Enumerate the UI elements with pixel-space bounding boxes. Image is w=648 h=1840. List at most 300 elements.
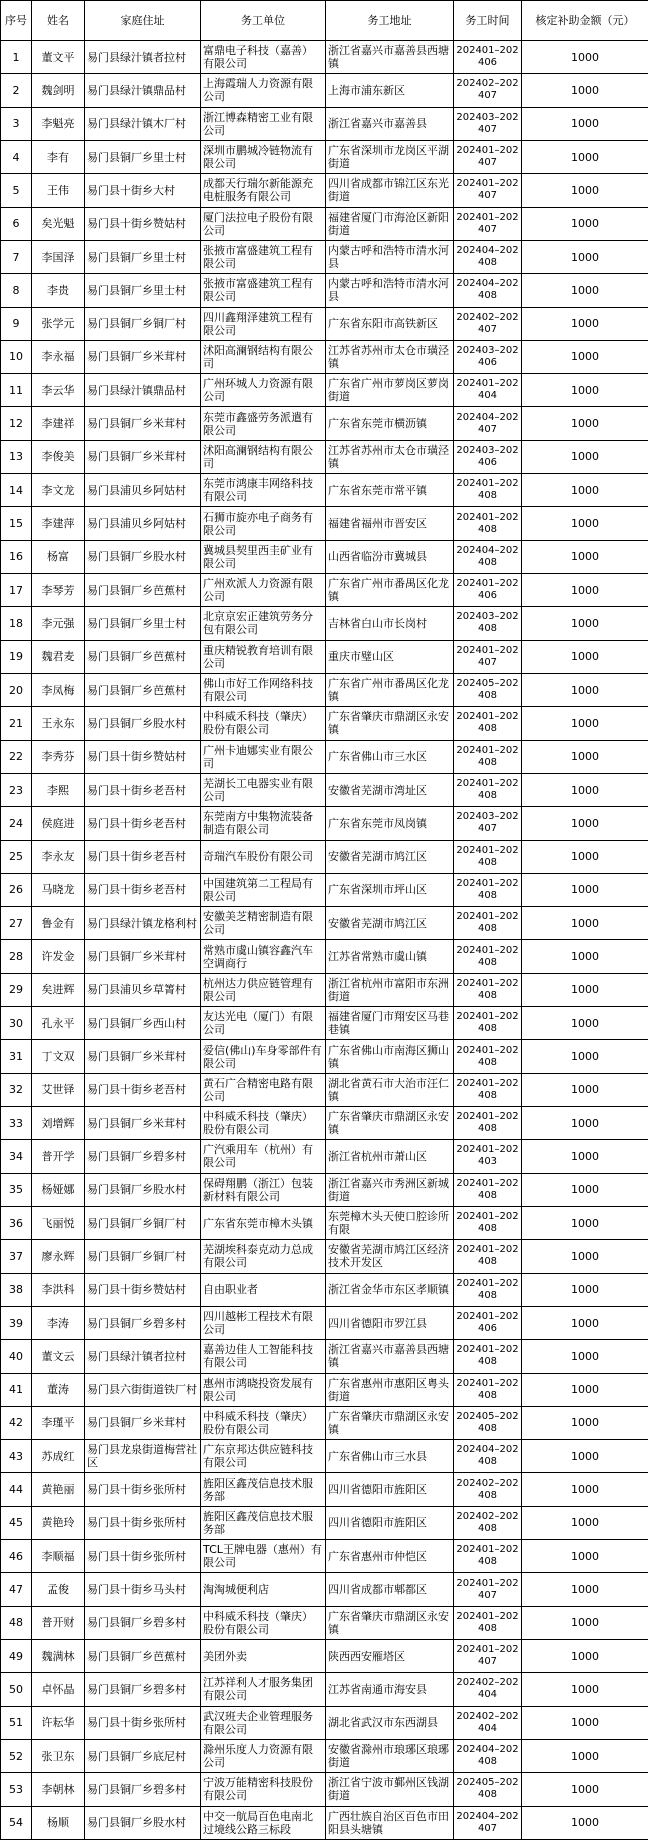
cell-employer: 冀城县契里西圭矿业有限公司 (201, 540, 326, 573)
cell-period: 202402–202407 (454, 74, 522, 107)
cell-address: 易门县十街乡老吾村 (85, 807, 201, 840)
cell-name: 李永友 (32, 840, 85, 873)
cell-work-address: 广东省东莞市常平镇 (326, 474, 454, 507)
table-row (1, 973, 648, 1006)
cell-employer: 广汽乘用车（杭州）有限公司 (201, 1140, 326, 1173)
cell-work-address: 广东省惠州市惠阳区粤头街道 (326, 1373, 454, 1406)
cell-amount: 1000 (522, 1806, 648, 1839)
cell-address: 易门县铜厂乡里士村 (85, 607, 201, 640)
cell-name: 李永福 (32, 340, 85, 373)
cell-period: 202401–202408 (454, 1206, 522, 1239)
cell-work-address: 四川省德阳市罗江县 (326, 1306, 454, 1339)
cell-employer: 东莞南方中集物流装备制造有限公司 (201, 807, 326, 840)
cell-no: 26 (1, 873, 32, 906)
cell-name: 丁文双 (32, 1040, 85, 1073)
cell-amount: 1000 (522, 1473, 648, 1506)
cell-employer: 广州欢派人力资源有限公司 (201, 574, 326, 607)
cell-name: 黄艳丽 (32, 1473, 85, 1506)
cell-work-address: 福建省厦门市翔安区马巷巷镇 (326, 1007, 454, 1040)
cell-work-address: 福建省福州市晋安区 (326, 507, 454, 540)
cell-no: 15 (1, 507, 32, 540)
cell-period: 202401–202408 (454, 1540, 522, 1573)
cell-period: 202401–202408 (454, 773, 522, 806)
cell-amount: 1000 (522, 1373, 648, 1406)
cell-address: 易门县铜厂乡铜厂村 (85, 307, 201, 340)
cell-amount: 1000 (522, 407, 648, 440)
cell-employer: 中国建筑第二工程局有限公司 (201, 873, 326, 906)
cell-work-address: 四川省成都市郫都区 (326, 1573, 454, 1606)
table-row (1, 773, 648, 806)
cell-period: 202401–202408 (454, 1273, 522, 1306)
cell-no: 2 (1, 74, 32, 107)
cell-address: 易门县绿汁镇龙格利村 (85, 907, 201, 940)
cell-amount: 1000 (522, 840, 648, 873)
cell-no: 7 (1, 240, 32, 273)
cell-address: 易门县铜厂乡铜厂村 (85, 1206, 201, 1239)
cell-period: 202404–202408 (454, 540, 522, 573)
cell-period: 202404–202408 (454, 1739, 522, 1772)
cell-amount: 1000 (522, 907, 648, 940)
cell-amount: 1000 (522, 940, 648, 973)
cell-employer: 沭阳高澜钢结构有限公司 (201, 440, 326, 473)
cell-no: 52 (1, 1739, 32, 1772)
cell-period: 202401–202407 (454, 174, 522, 207)
cell-employer: 中科威禾科技（肇庆）股份有限公司 (201, 707, 326, 740)
cell-address: 易门县铜厂乡碧多村 (85, 1773, 201, 1806)
cell-name: 李文龙 (32, 474, 85, 507)
cell-no: 10 (1, 340, 32, 373)
cell-work-address: 安徽省芜湖市鸠江区经济技术开发区 (326, 1240, 454, 1273)
cell-amount: 1000 (522, 1306, 648, 1339)
cell-amount: 1000 (522, 274, 648, 307)
cell-work-address: 广东省肇庆市鼎湖区永安镇 (326, 1107, 454, 1140)
cell-employer: 东莞市鑫盛劳务派遣有限公司 (201, 407, 326, 440)
table-row (1, 640, 648, 673)
table-row (1, 540, 648, 573)
cell-employer: 广州环城人力资源有限公司 (201, 374, 326, 407)
cell-work-address: 浙江省宁波市鄞州区钱湖街道 (326, 1773, 454, 1806)
table-row (1, 1473, 648, 1506)
cell-address: 易门县十街乡赞姑村 (85, 207, 201, 240)
cell-amount: 1000 (522, 174, 648, 207)
table-row (1, 274, 648, 307)
cell-work-address: 浙江省杭州市萧山区 (326, 1140, 454, 1173)
table-row (1, 1506, 648, 1539)
cell-address: 易门县铜厂乡股水村 (85, 1173, 201, 1206)
table-row (1, 74, 648, 107)
cell-address: 易门县十街乡赞姑村 (85, 1273, 201, 1306)
cell-period: 202402–202408 (454, 1506, 522, 1539)
cell-no: 36 (1, 1206, 32, 1239)
cell-work-address: 上海市浦东新区 (326, 74, 454, 107)
cell-name: 许发金 (32, 940, 85, 973)
cell-no: 6 (1, 207, 32, 240)
cell-amount: 1000 (522, 574, 648, 607)
cell-address: 易门县浦贝乡草箐村 (85, 973, 201, 1006)
cell-period: 202401–202408 (454, 1040, 522, 1073)
cell-address: 易门县铜厂乡米茸村 (85, 340, 201, 373)
cell-employer: 东莞市鸿康丰网络科技有限公司 (201, 474, 326, 507)
cell-name: 李熙 (32, 773, 85, 806)
cell-work-address: 江苏省苏州市太仓市璜泾镇 (326, 440, 454, 473)
cell-address: 易门县铜厂乡碧多村 (85, 1140, 201, 1173)
cell-work-address: 湖北省黄石市大治市汪仁镇 (326, 1073, 454, 1106)
cell-no: 24 (1, 807, 32, 840)
cell-address: 易门县绿汁镇者拉村 (85, 41, 201, 74)
table-row (1, 707, 648, 740)
table-row (1, 340, 648, 373)
cell-amount: 1000 (522, 1040, 648, 1073)
table-row (1, 1007, 648, 1040)
cell-period: 202401–202408 (454, 1107, 522, 1140)
table-row (1, 1306, 648, 1339)
cell-name: 杨娅娜 (32, 1173, 85, 1206)
cell-no: 14 (1, 474, 32, 507)
cell-employer: 常熟市虞山镇容鑫汽车空调商行 (201, 940, 326, 973)
cell-period: 202401–202403 (454, 1140, 522, 1173)
cell-period: 202401–202407 (454, 1640, 522, 1673)
cell-period: 202401–202406 (454, 574, 522, 607)
cell-employer: 广东京邦达供应链科技有限公司 (201, 1440, 326, 1473)
cell-work-address: 安徽省芜湖市鸠江区 (326, 907, 454, 940)
cell-work-address: 安徽省芜湖市湾址区 (326, 773, 454, 806)
cell-name: 张学元 (32, 307, 85, 340)
cell-amount: 1000 (522, 707, 648, 740)
header-address: 家庭住址 (85, 1, 201, 41)
table-row (1, 1739, 648, 1772)
cell-amount: 1000 (522, 1073, 648, 1106)
cell-no: 31 (1, 1040, 32, 1073)
table-row (1, 907, 648, 940)
table-row (1, 1806, 648, 1839)
cell-employer: 淘淘城便利店 (201, 1573, 326, 1606)
cell-employer: 杭州达力供应链管理有限公司 (201, 973, 326, 1006)
table-row (1, 374, 648, 407)
table-row (1, 1406, 648, 1439)
cell-name: 飞丽悦 (32, 1206, 85, 1239)
cell-amount: 1000 (522, 1606, 648, 1639)
table-row (1, 507, 648, 540)
cell-amount: 1000 (522, 140, 648, 173)
cell-work-address: 广东省东阳市高铁新区 (326, 307, 454, 340)
header-amount: 核定补助金额（元） (522, 1, 648, 41)
table-row (1, 873, 648, 906)
cell-no: 4 (1, 140, 32, 173)
cell-no: 12 (1, 407, 32, 440)
cell-employer: 富鼎电子科技（嘉善）有限公司 (201, 41, 326, 74)
cell-no: 27 (1, 907, 32, 940)
cell-name: 魏满林 (32, 1640, 85, 1673)
cell-no: 51 (1, 1706, 32, 1739)
cell-address: 易门县浦贝乡阿姑村 (85, 507, 201, 540)
cell-address: 易门县十街乡老吾村 (85, 840, 201, 873)
cell-address: 易门县绿汁镇木厂村 (85, 107, 201, 140)
cell-name: 董文平 (32, 41, 85, 74)
table-row (1, 940, 648, 973)
cell-employer: 爱信(佛山)车身零部件有限公司 (201, 1040, 326, 1073)
cell-amount: 1000 (522, 107, 648, 140)
cell-amount: 1000 (522, 340, 648, 373)
table-row (1, 607, 648, 640)
cell-amount: 1000 (522, 873, 648, 906)
table-row (1, 574, 648, 607)
cell-address: 易门县铜厂乡股水村 (85, 1806, 201, 1839)
cell-employer: 佛山市好工作网络科技有限公司 (201, 673, 326, 706)
cell-address: 易门县十街乡张所村 (85, 1506, 201, 1539)
cell-name: 李云华 (32, 374, 85, 407)
table-row (1, 1340, 648, 1373)
table-row (1, 1540, 648, 1573)
table-body (1, 41, 648, 1840)
cell-address: 易门县十街乡张所村 (85, 1473, 201, 1506)
cell-no: 28 (1, 940, 32, 973)
cell-period: 202401–202408 (454, 1073, 522, 1106)
cell-work-address: 广东省广州市萝岗区萝岗街道 (326, 374, 454, 407)
cell-name: 王永东 (32, 707, 85, 740)
cell-address: 易门县铜厂乡米茸村 (85, 440, 201, 473)
cell-name: 杨富 (32, 540, 85, 573)
cell-amount: 1000 (522, 507, 648, 540)
cell-name: 李元强 (32, 607, 85, 640)
cell-name: 黄艳玲 (32, 1506, 85, 1539)
cell-work-address: 四川省德阳市旌阳区 (326, 1506, 454, 1539)
cell-period: 202404–202408 (454, 1440, 522, 1473)
cell-name: 普开财 (32, 1606, 85, 1639)
cell-no: 9 (1, 307, 32, 340)
cell-name: 侯庭进 (32, 807, 85, 840)
cell-employer: 深圳市鹏城冷链物流有限公司 (201, 140, 326, 173)
cell-no: 42 (1, 1406, 32, 1439)
cell-employer: 安徽美芝精密制造有限公司 (201, 907, 326, 940)
cell-name: 矣光魁 (32, 207, 85, 240)
cell-period: 202401–202408 (454, 740, 522, 773)
cell-name: 鲁金有 (32, 907, 85, 940)
cell-amount: 1000 (522, 1673, 648, 1706)
cell-name: 许耘华 (32, 1706, 85, 1739)
cell-employer: 旌阳区鑫茂信息技术服务部 (201, 1473, 326, 1506)
cell-name: 杨顺 (32, 1806, 85, 1839)
cell-period: 202404–202407 (454, 1806, 522, 1839)
cell-name: 李俊美 (32, 440, 85, 473)
table-row (1, 1273, 648, 1306)
cell-no: 20 (1, 673, 32, 706)
cell-no: 34 (1, 1140, 32, 1173)
cell-name: 魏君麦 (32, 640, 85, 673)
cell-period: 202402–202404 (454, 1706, 522, 1739)
cell-employer: 旌阳区鑫茂信息技术服务部 (201, 1506, 326, 1539)
cell-no: 37 (1, 1240, 32, 1273)
cell-period: 202401–202407 (454, 207, 522, 240)
table-row (1, 1773, 648, 1806)
cell-work-address: 广东省佛山市三水区 (326, 740, 454, 773)
cell-amount: 1000 (522, 1706, 648, 1739)
cell-work-address: 内蒙古呼和浩特市清水河县 (326, 274, 454, 307)
cell-no: 46 (1, 1540, 32, 1573)
cell-amount: 1000 (522, 374, 648, 407)
cell-address: 易门县铜厂乡米茸村 (85, 1406, 201, 1439)
cell-work-address: 四川省德阳市旌阳区 (326, 1473, 454, 1506)
cell-address: 易门县铜厂乡芭蕉村 (85, 574, 201, 607)
cell-period: 202405–202408 (454, 1406, 522, 1439)
table-row (1, 1573, 648, 1606)
cell-employer: 成都天行瑞尔新能源充电桩服务有限公司 (201, 174, 326, 207)
cell-period: 202401–202404 (454, 374, 522, 407)
cell-period: 202403–202406 (454, 440, 522, 473)
cell-amount: 1000 (522, 1206, 648, 1239)
cell-work-address: 江苏省常熟市虞山镇 (326, 940, 454, 973)
cell-address: 易门县铜厂乡芭蕉村 (85, 640, 201, 673)
cell-address: 易门县铜厂乡米茸村 (85, 1040, 201, 1073)
cell-name: 李涛 (32, 1306, 85, 1339)
cell-no: 19 (1, 640, 32, 673)
cell-address: 易门县铜厂乡西山村 (85, 1007, 201, 1040)
cell-no: 45 (1, 1506, 32, 1539)
table-row (1, 41, 648, 74)
cell-period: 202401–202408 (454, 474, 522, 507)
cell-period: 202401–202407 (454, 1573, 522, 1606)
table-row (1, 807, 648, 840)
cell-name: 孟俊 (32, 1573, 85, 1606)
cell-no: 23 (1, 773, 32, 806)
cell-employer: 沭阳高澜钢结构有限公司 (201, 340, 326, 373)
cell-name: 艾世铎 (32, 1073, 85, 1106)
cell-employer: 上海霞瑞人力资源有限公司 (201, 74, 326, 107)
cell-amount: 1000 (522, 240, 648, 273)
cell-employer: 惠州市鸿晓投资发展有限公司 (201, 1373, 326, 1406)
cell-address: 易门县绿汁镇鼎品村 (85, 74, 201, 107)
cell-amount: 1000 (522, 540, 648, 573)
cell-work-address: 浙江省嘉兴市嘉善县西塘镇 (326, 1340, 454, 1373)
cell-work-address: 广东省肇庆市鼎湖区永安镇 (326, 1406, 454, 1439)
cell-period: 202403–202408 (454, 607, 522, 640)
table-row (1, 1606, 648, 1639)
cell-work-address: 湖北省武汉市东西湖县 (326, 1706, 454, 1739)
cell-work-address: 广东省广州市番禺区化龙镇 (326, 673, 454, 706)
table-row (1, 1706, 648, 1739)
cell-no: 49 (1, 1640, 32, 1673)
cell-work-address: 广东省广州市番禺区化龙镇 (326, 574, 454, 607)
cell-amount: 1000 (522, 440, 648, 473)
cell-period: 202401–202408 (454, 507, 522, 540)
cell-period: 202401–202408 (454, 707, 522, 740)
cell-address: 易门县铜厂乡底尼村 (85, 1739, 201, 1772)
cell-name: 刘增辉 (32, 1107, 85, 1140)
cell-address: 易门县铜厂乡里士村 (85, 274, 201, 307)
cell-work-address: 浙江省嘉兴市秀洲区新城街道 (326, 1173, 454, 1206)
cell-no: 54 (1, 1806, 32, 1839)
cell-address: 易门县绿汁镇者拉村 (85, 1340, 201, 1373)
cell-name: 孔永平 (32, 1007, 85, 1040)
table-row (1, 1040, 648, 1073)
cell-address: 易门县铜厂乡股水村 (85, 707, 201, 740)
cell-work-address: 浙江省嘉兴市嘉善县西塘镇 (326, 41, 454, 74)
cell-amount: 1000 (522, 1440, 648, 1473)
cell-amount: 1000 (522, 474, 648, 507)
cell-no: 21 (1, 707, 32, 740)
cell-employer: 中科威禾科技（肇庆）股份有限公司 (201, 1406, 326, 1439)
cell-no: 44 (1, 1473, 32, 1506)
cell-work-address: 广东省肇庆市鼎湖区永安镇 (326, 707, 454, 740)
cell-no: 29 (1, 973, 32, 1006)
cell-amount: 1000 (522, 740, 648, 773)
cell-work-address: 东莞樟木头天使口腔诊所有限 (326, 1206, 454, 1239)
cell-amount: 1000 (522, 1340, 648, 1373)
cell-address: 易门县铜厂乡碧多村 (85, 1606, 201, 1639)
cell-period: 202401–202408 (454, 1007, 522, 1040)
cell-no: 11 (1, 374, 32, 407)
table-row (1, 307, 648, 340)
cell-work-address: 陕西西安雁塔区 (326, 1640, 454, 1673)
cell-no: 50 (1, 1673, 32, 1706)
cell-no: 48 (1, 1606, 32, 1639)
cell-work-address: 内蒙古呼和浩特市清水河县 (326, 240, 454, 273)
cell-amount: 1000 (522, 1573, 648, 1606)
cell-employer: 中交一航局百色电南北过境线公路三标段 (201, 1806, 326, 1839)
cell-period: 202405–202408 (454, 673, 522, 706)
cell-name: 苏成红 (32, 1440, 85, 1473)
cell-period: 202401–202408 (454, 840, 522, 873)
cell-amount: 1000 (522, 1240, 648, 1273)
cell-work-address: 江苏省南通市海安县 (326, 1673, 454, 1706)
cell-employer: 四川鑫翔泽建筑工程有限公司 (201, 307, 326, 340)
cell-employer: 黄石广合精密电路有限公司 (201, 1073, 326, 1106)
cell-amount: 1000 (522, 207, 648, 240)
cell-name: 李国泽 (32, 240, 85, 273)
table-header-row (1, 1, 648, 41)
cell-no: 25 (1, 840, 32, 873)
cell-employer: 四川越彬工程技术有限公司 (201, 1306, 326, 1339)
cell-period: 202403–202407 (454, 807, 522, 840)
header-name: 姓名 (32, 1, 85, 41)
cell-work-address: 浙江省嘉兴市嘉善县 (326, 107, 454, 140)
cell-name: 李秀芬 (32, 740, 85, 773)
cell-period: 202401–202408 (454, 973, 522, 1006)
cell-employer: 保碍翔鹏（浙江）包装新材料有限公司 (201, 1173, 326, 1206)
cell-name: 李瑾平 (32, 1406, 85, 1439)
cell-amount: 1000 (522, 1107, 648, 1140)
cell-period: 202403–202407 (454, 107, 522, 140)
cell-work-address: 广西壮族自治区百色市田阳县头塘镇 (326, 1806, 454, 1839)
cell-employer: 浙江博森精密工业有限公司 (201, 107, 326, 140)
cell-amount: 1000 (522, 1506, 648, 1539)
cell-amount: 1000 (522, 1173, 648, 1206)
cell-employer: 美团外卖 (201, 1640, 326, 1673)
cell-amount: 1000 (522, 1406, 648, 1439)
cell-address: 易门县绿汁镇鼎品村 (85, 374, 201, 407)
cell-amount: 1000 (522, 673, 648, 706)
cell-period: 202402–202408 (454, 1473, 522, 1506)
cell-employer: 张掖市富盛建筑工程有限公司 (201, 274, 326, 307)
cell-work-address: 广东省佛山市三水县 (326, 1440, 454, 1473)
cell-amount: 1000 (522, 1007, 648, 1040)
cell-work-address: 山西省临汾市冀城县 (326, 540, 454, 573)
cell-name: 李贵 (32, 274, 85, 307)
cell-period: 202404–202408 (454, 274, 522, 307)
cell-period: 202401–202407 (454, 140, 522, 173)
table-row (1, 1206, 648, 1239)
cell-address: 易门县十街乡老吾村 (85, 1073, 201, 1106)
cell-name: 李魁亮 (32, 107, 85, 140)
cell-name: 矣进辉 (32, 973, 85, 1006)
cell-address: 易门县六街街道铁厂村 (85, 1373, 201, 1406)
cell-period: 202401–202408 (454, 873, 522, 906)
cell-amount: 1000 (522, 41, 648, 74)
table-row (1, 140, 648, 173)
header-period: 务工时间 (454, 1, 522, 41)
cell-period: 202404–202408 (454, 240, 522, 273)
cell-no: 38 (1, 1273, 32, 1306)
cell-employer: 滁州乐度人力资源有限公司 (201, 1739, 326, 1772)
